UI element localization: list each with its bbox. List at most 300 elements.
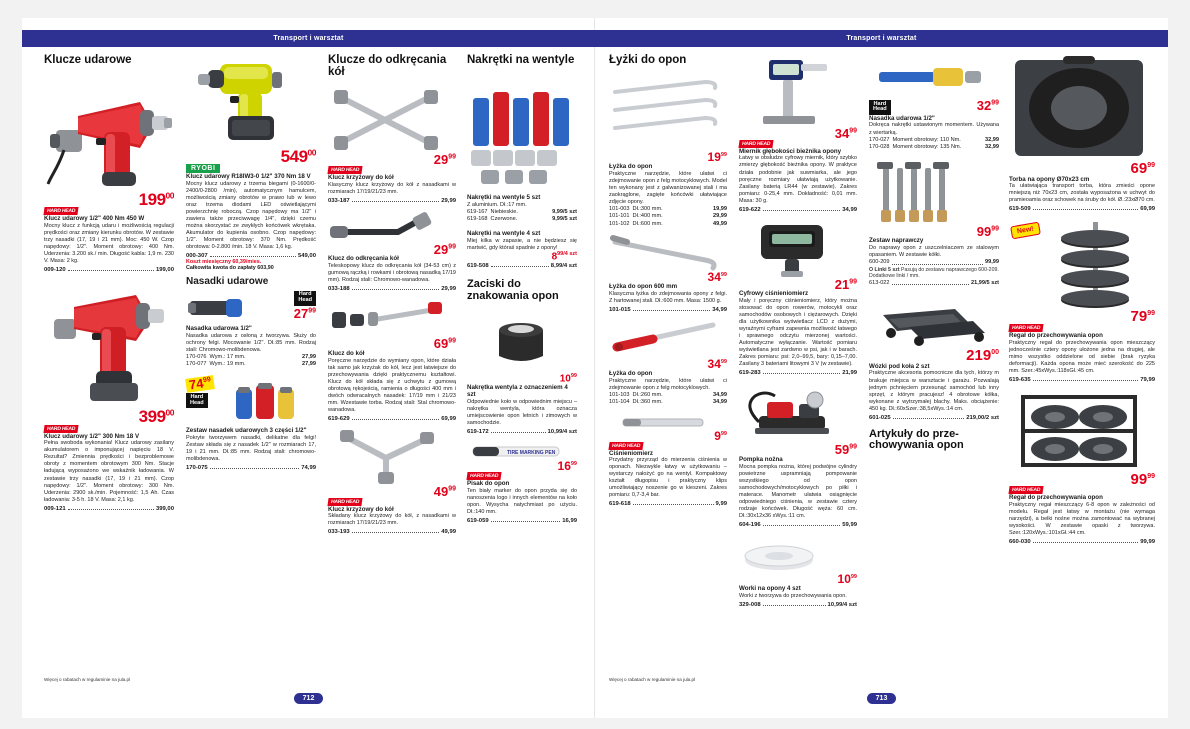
product-code-price: 34,99 [712,307,727,314]
product-title: Nakrętki na wentyle 4 szt [467,229,541,237]
image-tire-lever-600 [609,234,727,272]
variant-note [869,267,999,280]
variant-price: 49,99 [713,220,727,227]
product-code: 619-059 [467,517,489,524]
product-description: Klasyczny klucz krzyżowy do kół z nasadkami w rozmiarach 17/19/21/23 mm. [328,181,456,195]
image-torque-socket [869,54,999,100]
image-wheel-wrench-kit [328,298,456,338]
variant-row [609,392,727,400]
page-left [22,18,595,718]
brand-hard-head-logo: HARD HEAD [43,425,78,433]
product-code-row [739,602,857,608]
variant-price: 29,99 [713,213,727,220]
dot-leader [352,529,440,533]
product-description: Nasadka udarowa z osłoną z tworzywa. Służy do ochrony felgi. Mocowanie 1/2". Dł.:85 mm. Rodzaj stali: Chromowo-molibdenowa. [186,332,316,353]
product-619-283 [739,276,857,377]
product-code-row [328,529,456,535]
product-title: Łyżka do opon 600 mm [609,283,678,291]
image-tire-levers [609,74,727,152]
product-619-167 [467,194,577,224]
svg-text:TIRE MARKING PEN: TIRE MARKING PEN [507,450,556,457]
variant-label: Wym.: 17 mm. [209,353,246,360]
product-009-121 [44,409,174,511]
variant-code: 101-102 [609,220,630,227]
image-tire-bag [1009,54,1155,162]
product-code-price: 34,99 [842,206,857,213]
image-valve-caps [467,74,577,194]
product-description: Mocna pompka nożna, której podwójne cylindry powietrzne uspramniają pompowanie wszystkiego od opon samochodowych/motocyklowych po piłki i materace. Manometr ułatwia osiągnięcie odpowiedniego ciśnienia, w zestawie cztery rodzaje końcówek. Długość węża: 60 cm. Dł.:30x12x36 xWys.:11 cm. [739,463,857,520]
product-title: Klucz udarowy 1/2" 400 Nm 450 W [44,215,145,223]
product-619-508 [467,230,577,269]
brand-hard-head-logo: HARD HEAD [738,140,773,148]
variant-row [869,144,999,152]
product-description: Mocny klucz z funkcją udaru i możliwością regulacji prędkości oraz zmiany kierunku obrotów. W zestawie trzy nasadki (17, 19 i 21 mm). Moc: 450 W. Czop napędowy: 1/2". Moment obrotowy: 400 Nm. Uderzenia: 3.200 sk./ min. Długość kabla: 1,9 m. 230 V. Masa: 2 kg. [44,223,174,265]
variant-row [467,216,577,224]
variant-row [186,361,316,369]
price-619-629: $69^{99}$ [433,336,456,352]
dot-leader [633,501,714,505]
product-code: 009-121 [44,505,66,512]
dot-leader [352,416,440,420]
product-code-row [44,506,174,512]
image-tire-marking-pen [467,441,577,461]
product-description: Miej kilka w zapasie, a nie będziesz się martwić, gdy któraś spadnie z opony! [467,237,577,251]
price-170-076: $27^{99}$ [293,305,316,321]
price-101-103: $34^{99}$ [707,357,727,372]
product-description: Pełna swoboda wykonania! Klucz udarowy zasilany akumulatorem o imponującej napięciu 18 V. Rezultat? Zmiennia prędkości i bezproblemowe obroty z momentem obrotowym 300 Nm. Stacje ładującą wyposażono we wskaźnik ładowania. W zestawie trzy nasadki (17, 19 i 21 mm). Czop napędowy: 1/2". Moment obrotowy: 300 Nm. Uderzenia: 2900 sk./min. Pojemność: 1,5 Ah. Czas ładowania: 3-5 h. 18 V. Masa: 2,1 kg. [44,440,174,503]
product-code: 619-509 [1009,206,1031,213]
product-code: 619-622 [739,206,761,213]
variant-row [609,221,727,229]
product-code-row [739,370,857,376]
variant-row [609,399,727,407]
product-title: Torba na opony Ø70x23 cm [1009,175,1090,183]
product-title: Klucz krzyżowy do kół [328,173,394,181]
product-description: Mocny klucz udarowy z trzema biegami (0-1600/0-2400/0-2800 /min), automatycznym hamulcem, możliwością zmiany obrotów w prawo lub w lewo oraz trzema diodami LED oświetlającymi powierzchnię roboczą. Czop napędowy ma 1/2" i zawiera także przeciwwagę 1/4", dzięki czemu można skorzystać ze zwykłych końcówek wkrętaka. Akumulator do kupienia osobno. Czop napędowy: 1/2". Moment obrotowy: 370 Nm. Prędkość obrotowa: 0-2.800 /min. 18 V. Masa: 1,6 kg. [186,181,316,251]
product-title: Wózki pod koła 2 szt [869,362,930,370]
dot-leader [763,207,841,211]
price-009-120: $199^{00}$ [138,190,174,210]
variant-price: 34,99 [713,399,727,406]
product-601-025 [869,349,999,420]
product-033-188 [328,241,456,293]
product-code-row [609,307,727,313]
product-description: Praktyczne narzędzie, które ułatwi ci zdejmowanie opon z felg motocyklowych. Model ten wykonany jest z galwanizowanej stali i ma zaokrąglone, zagięte końcówki ułatwiające zdjęcie opony. [609,170,727,205]
footnote-left: Więcej o rabatach w regulaminie na jula.pl [44,677,131,682]
price-101-015: $34^{99}$ [707,270,727,285]
product-code-price: 49,99 [441,529,456,536]
product-description: Dokręca nakrętki ustawionym momentem. Używana z wiertarką. [869,122,999,136]
price-601-025: $219^{00}$ [966,347,999,365]
product-619-509 [1009,162,1155,212]
image-socket-set [230,377,308,427]
dot-leader [763,370,841,374]
product-code-row [186,465,316,471]
product-title: Ciśnieniomierz [609,449,654,457]
product-code-row [739,522,857,528]
catalog-sheet [22,18,1168,718]
product-code: 619-172 [467,429,489,436]
price-619-283: $21^{99}$ [834,276,857,292]
image-pen-pressure-gauge [609,413,727,431]
dot-leader [1033,539,1139,543]
product-code-price: 69,99 [441,415,456,422]
variant-code: 170-027 [869,136,890,143]
product-101-015 [609,272,727,313]
product-description: Łatwy w obsłudze cyfrowy miernik, który szybko zmierzy głębokość bieżnika opony. W praktyce działa podobnie jak suwmiarka, ale jego poręczne rozmiary ułatwiają użytkowanie. Zasilany baterią LR44 (w zestawie). Zakres pomiaru: 0-25,4 mm. Dokładność: 0,01 mm. Masa: 30 g. [739,155,857,204]
product-code-row [467,429,577,435]
product-title: Regał do przechowywania opon [1009,494,1103,502]
image-foot-pump [739,382,857,444]
product-title: Klucz krzyżowy do kół [328,505,394,513]
product-033-187 [328,154,456,204]
brand-hard-head-logo: HARD HEAD [43,207,78,215]
product-code-price: 74,99 [301,464,316,471]
brand-hard-head-logo: HARD HEAD [1008,324,1043,332]
variant-code: 619-167 [467,208,488,215]
column-7 [869,54,999,456]
dot-leader [763,522,841,526]
variant-price: 32,99 [985,144,999,151]
variant-price: 99,99 [985,259,999,266]
variant-price: 9,99/5 szt [552,208,577,215]
product-code-row [328,198,456,204]
image-folding-cross-wrench [328,428,456,486]
product-description: Praktyczne akcesoria pomocnicze dla tych, którzy m brakuje miejsca w warsztacie i garażu. Pozwalają jednym pchnięciem przesunąć samochód lub inny sprzęt, z którym pracujesz! 4 obrotowe kółka, wykonane z wytrzymałej blachy. Maks. obciążenie: 450 kg. Dł.:60xSzer.:38,5xWys.:14 cm. [869,370,999,412]
dot-leader [1033,377,1139,381]
variant-label: Wym.: 19 mm. [209,361,246,368]
product-code-price: 79,99 [1140,376,1155,383]
variant-code: 101-103 [609,391,630,398]
product-title: Nakrętka wentyla z oznaczeniem 4 szt [467,383,568,399]
product-code-price: 199,00 [155,267,174,274]
variant-price: 21,99/5 szt [971,279,999,286]
product-code-row [869,415,999,421]
product-description: Poręczne narzędzie do wymiany opon, które działa tak samo jak krzyżak do kół, lecz jest łatwiejsze do przechowywania dzięki praktycznemu kształtowi. Klucz do kół składa się z uchwytu z gumową obrotową rękojeścią, ramienia o długości 400 mm i dwóch odwracalnych nasadek: 17/19 mm i 21/23 mm. Wzestawie torba. Rodzaj stali: Stal chromowo-wanadowa. [328,357,456,413]
product-title: Miernik głębokości bieżnika opony [739,147,842,155]
product-code-price: 29,99 [441,286,456,293]
product-code: 000-307 [186,253,208,260]
section-title-klucze-udarowe: Klucze udarowe [44,54,132,66]
price-619-635: $79^{99}$ [1130,308,1155,326]
variant-code: 101-101 [609,213,630,220]
header-right-title: Transport i warsztat [846,35,917,42]
product-code-price: 16,99 [562,517,577,524]
variant-label: Niebieskie. [490,208,518,215]
column-3 [328,54,456,541]
brand-hard-head-logo: HARD HEAD [1008,486,1043,494]
section-title-zaciski: Zaciski do znakowania opon [467,278,559,302]
brand-hard-head-logo: HARD HEAD [608,442,643,450]
image-impact-wrench-1 [44,72,174,192]
product-170-075 [186,377,316,471]
brand-hard-head-logo: HARD HEAD [327,498,362,506]
dot-leader [763,602,826,606]
image-telescopic-wrench [328,210,456,244]
variant-code: 613-022 [869,279,890,286]
product-code-price: 10,99/4 szt [827,601,857,608]
product-code-price: 8,99/4 szt [550,263,577,270]
product-title: Nasadka udarowa 1/2" [869,114,935,122]
variant-row [467,209,577,217]
product-code: 033-187 [328,197,350,204]
price-619-622: $34^{99}$ [834,126,857,141]
new-badge: New! [1010,222,1041,240]
product-619-629 [328,338,456,422]
dot-leader [210,253,296,257]
section-title-nakretki-na-wentyle: Nakrętki na wentyle [467,54,575,66]
product-code: 660-030 [1009,539,1031,546]
section-title-artykuly: Artykuły do prze-chowywania opon [869,427,964,452]
price-170-027: $32^{99}$ [976,98,999,113]
product-title: Worki na opony 4 szt [739,584,801,592]
variant-code: 101-003 [609,205,630,212]
price-101-003: $19^{99}$ [707,150,727,165]
image-ryobi-wrench [186,54,316,149]
dot-leader [68,267,154,271]
dot-leader [1033,206,1139,210]
price-660-030: $99^{99}$ [1130,470,1155,488]
image-tire-rack-shelf [1009,389,1155,473]
variant-row [869,137,999,145]
brand-hard-head-logo: HARD HEAD [466,472,501,480]
product-title: Cyfrowy ciśnieniomierz [739,290,809,298]
header-left-title: Transport i warsztat [273,35,344,42]
image-tire-lever-red-handle [609,319,727,359]
product-description: Praktyczny regał mieszczący 6-8 opon w zależności od modelu. Regał jest łatwy w montażu (nie wymaga narzędzi), a belki nośne można zamontować na wybranej wysokości. W zestawie opaski z tworzywa. Szer.:120xWys.:101xGł.:44 cm. [1009,502,1155,537]
column-2 [186,54,316,477]
product-170-076 [186,291,316,369]
variant-row [609,206,727,214]
variant-price: 27,99 [302,353,316,360]
monthly-cost: Koszt miesięczny 60,39/mies. [186,259,262,266]
product-description: Pokryte tworzywem nasadki, delikatne dla felgi! Zestaw składa się z nasadek 1/2" w rozmiarach 17, 19 i 21 mm. Dł.:85 mm. Rodzaj stali: chromowo-molibdenowa. [186,434,316,462]
product-101-103 [609,359,727,407]
product-code-row [1009,539,1155,545]
product-code-row [44,267,174,273]
page-number-left-value: 712 [294,693,324,704]
product-description: Klasyczna łyżka do zdejmowania opony z felgi. Z hartowanej stali. Dł.:600 mm. Masa: 1500 g. [609,290,727,304]
variant-label: Czerwone. [490,216,518,223]
product-code-price: 219,00/2 szt [966,414,999,421]
product-code: 601-025 [869,414,891,421]
variant-code: O Linki 5 szt [869,266,900,273]
product-code-price: 549,00 [297,253,316,260]
footnote-right: Więcej o rabatach w regulaminie na jula.pl [609,677,696,682]
product-title: Klucz udarowy R18IW3-0 1/2" 370 Nm 18 V [186,173,311,181]
dot-leader [68,506,154,510]
price-619-618: $9^{99}$ [714,428,727,443]
product-170-027 [869,100,999,152]
product-619-635 [1009,310,1155,382]
price-619-059: $16^{99}$ [557,459,577,474]
price-600-209: $99^{99}$ [976,223,999,239]
product-description: Praktyczny regał do przechowywania opon mieszczący jednocześnie cztery opony ułożone jedna na drugiej, ale mimo wszystko oddzielone od siebie (brak ryzyka deformacji). Każda opona może mieć szerokość do 225 mm. Szer.:45xWys.:118xGł.:45 cm. [1009,339,1155,374]
product-code-row [1009,206,1155,212]
product-604-196 [739,444,857,528]
variant-code: 619-168 [467,216,488,223]
dot-leader [352,198,440,202]
variant-code: 101-104 [609,399,630,406]
product-code: 619-629 [328,415,350,422]
variant-label: Dł.:260 mm. [632,391,663,398]
product-code-row [609,501,727,507]
variant-code: 600-209 [869,259,890,266]
product-title: Regał do przechowywania opon [1009,331,1103,339]
total-cost: Całkowita kwota do zapłaty 603,90 [186,265,274,272]
product-description: Teleskopowy klucz do odkręcania kół (34-53 cm) z gumową rączką i rowkami i obrotową nasadką 17/19 mm). Rodzaj stali: Chromowo-wanadowa. [328,263,456,284]
dot-leader [892,280,969,286]
product-code: 033-188 [328,286,350,293]
product-code-price: 10,99/4 szt [547,429,577,436]
variant-label: Moment obrotowy: 135 Nm. [892,144,962,151]
image-tread-depth-gauge [739,54,857,128]
price-604-196: $59^{99}$ [834,442,857,458]
variant-label: Dł.:300 mm. [632,205,663,212]
variant-row [869,280,999,288]
variant-label: Dł.:360 mm. [632,399,663,406]
image-impact-socket [186,291,248,325]
price-033-193: $49^{99}$ [433,483,456,499]
section-title-klucze-do-odkrecania-kol: Klucze do odkręcania kół [328,54,447,79]
product-code-row [467,263,577,269]
product-code-price: 21,99 [842,370,857,377]
product-code: 619-508 [467,263,489,270]
product-619-059 [467,461,577,524]
product-code-price: 59,99 [842,522,857,529]
product-description: Przydatny przyrząd do mierzenia ciśnienia w oponach. Niezwykle łatwy w użytkowaniu – wystarczy nałożyć go na wentyl. Kompaktowy kształt długopisu i praktyczny klips umożliwiający noszenie go w kieszeni. Zakres pomiaru: 0,7-3,4 bar. [609,457,727,499]
price-000-307: $549^{00}$ [280,147,316,166]
product-code: 604-196 [739,522,761,529]
page-right [595,18,1168,718]
dot-leader [210,465,300,469]
column-4 [467,54,577,530]
price-033-187: $29^{99}$ [433,152,456,168]
product-660-030 [1009,470,1155,546]
product-description: Mały i poręczny ciśnieniomierz, który można stosować do opon rowerów, motocykli oraz samochodów osobowych i ciężarowych. Dzięki dla użytkownika wyświetlacz LCD z dużymi, wyraźnymi cyframi zapewnia możliwość łatwego i sprawnego odczytu mierzonej wartości. Automatyczne wyłączanie. Wartość pomiaru wyświetlana jest zardwno w psi, jak i w barach. Zakres pomiaru: psi: 2,0–99,5, bary: 0,15–7,00. Zasilany 3 bateriami litowymi 3 V (w zestawie). [739,298,857,368]
variant-row [869,259,999,267]
product-101-003 [609,152,727,228]
product-title: Klucz udarowy 1/2" 300 Nm 18 V [44,432,140,440]
product-code: 170-075 [186,464,208,471]
product-code: 033-193 [328,529,350,536]
product-title: Łyżka do opon [609,369,653,377]
variant-price: 34,99 [713,391,727,398]
page-number-right-value: 713 [867,693,897,704]
section-title-lyzki-do-opon: Łyżki do opon [609,54,687,66]
product-code: 009-120 [44,267,66,274]
price-619-172: $10^{99}$ [559,373,577,385]
product-code: 619-283 [739,370,761,377]
header-left [22,30,595,47]
product-description: Do naprawy opon z uszczelniaczem ze stalowym opasaniem. W zestawie kółki. [869,245,999,259]
product-code-row [328,416,456,422]
variant-label: Dł.:400 mm. [632,213,663,220]
product-title: Pisak do opon [467,479,510,487]
product-619-172 [467,374,577,435]
product-code-price: 69,99 [1140,206,1155,213]
product-code-price: 29,99 [441,197,456,204]
image-digital-pressure-gauge [739,219,857,279]
brand-hard-head-logo: HARD HEAD [327,166,362,174]
price-033-188: $29^{99}$ [433,241,456,257]
product-code-row [739,207,857,213]
product-description: Składany klucz krzyżowy do kół, z nasadkami w rozmiarach 17/19/21/23 mm. [328,513,456,527]
product-009-120 [44,192,174,273]
price-009-121: $399^{00}$ [138,407,174,427]
catalog-spread [22,18,1168,718]
product-619-622 [739,128,857,213]
dot-leader [892,259,983,265]
product-033-193 [328,483,456,536]
product-code-row [467,518,577,524]
variant-price: 9,99/5 szt [552,216,577,223]
image-tire-rack-vertical [1009,218,1155,310]
image-wheel-dollies [869,293,999,349]
dot-leader [893,415,965,419]
product-329-008 [739,574,857,608]
brand-hard-head-logo: Hard Head [869,100,891,115]
product-description: Z aluminium. Dł.:17 mm. [467,201,527,208]
brand-hard-head-logo: Hard Head [294,291,316,306]
variant-price: 19,99 [713,205,727,212]
product-code-price: 9,99 [715,501,727,508]
product-description: Ten biały marker do opon przyda się do nanoszenia logo i innych elementów na koło opon. Wysycha natychmiast po użyciu. Dł.:140 mm. [467,487,577,515]
product-code-price: 99,99 [1140,539,1155,546]
product-code-row [1009,377,1155,383]
product-description: Worki z tworzywa do przechowywania opon. [739,592,847,599]
product-description: Odpowiednie koło w odpowiednim miejscu – nakrętka wentyla, która oznacza umiejscowienie opon letnich i zimowych w samochodzie. [467,399,577,427]
page-number-left [22,693,595,704]
product-code: 101-015 [609,307,631,314]
price-170-075: $74^{99}$ [185,375,215,392]
column-5 [609,54,727,513]
column-1 [44,54,174,518]
brand-hard-head-logo: Hard Head [186,393,208,408]
product-code-row [328,286,456,292]
variant-code: 170-076 [186,353,207,360]
header-right [595,30,1168,47]
image-repair-kit [869,160,999,226]
product-619-618 [609,428,727,508]
product-title: Klucz do kół [328,349,365,357]
dot-leader [491,429,546,433]
variant-row [609,213,727,221]
variant-code: 170-028 [869,144,890,151]
dot-leader [491,263,549,267]
image-tire-marker-cap [467,312,577,374]
product-title: Nakrętki na wentyle 5 szt [467,194,541,202]
product-description: Praktyczne narzędzie, które ułatwi ci zdejmowanie opon z felg motocyklowych. [609,377,727,391]
image-cross-wrench [328,86,456,154]
price-619-509: $69^{99}$ [1130,160,1155,177]
dot-leader [491,518,561,522]
price-329-008: $10^{99}$ [837,572,857,587]
dot-leader [633,307,711,311]
variant-label: Pasują do zestawu naprawczego 600-209. Dodatkowe linki / mm. [869,266,999,280]
page-number-right [595,693,1168,704]
section-title-nasadki-udarowe: Nasadki udarowe [186,276,269,288]
product-600-209 [869,223,999,288]
product-code: 619-618 [609,501,631,508]
product-title: Pompka nożna [739,456,783,464]
product-title: Łyżka do opon [609,162,653,170]
dot-leader [352,286,440,290]
product-title: Klucz do odkręcania kół [328,255,399,263]
product-title: Zestaw naprawczy [869,237,924,245]
variant-price: 27,99 [302,361,316,368]
product-title: Nasadka udarowa 1/2" [186,324,252,332]
